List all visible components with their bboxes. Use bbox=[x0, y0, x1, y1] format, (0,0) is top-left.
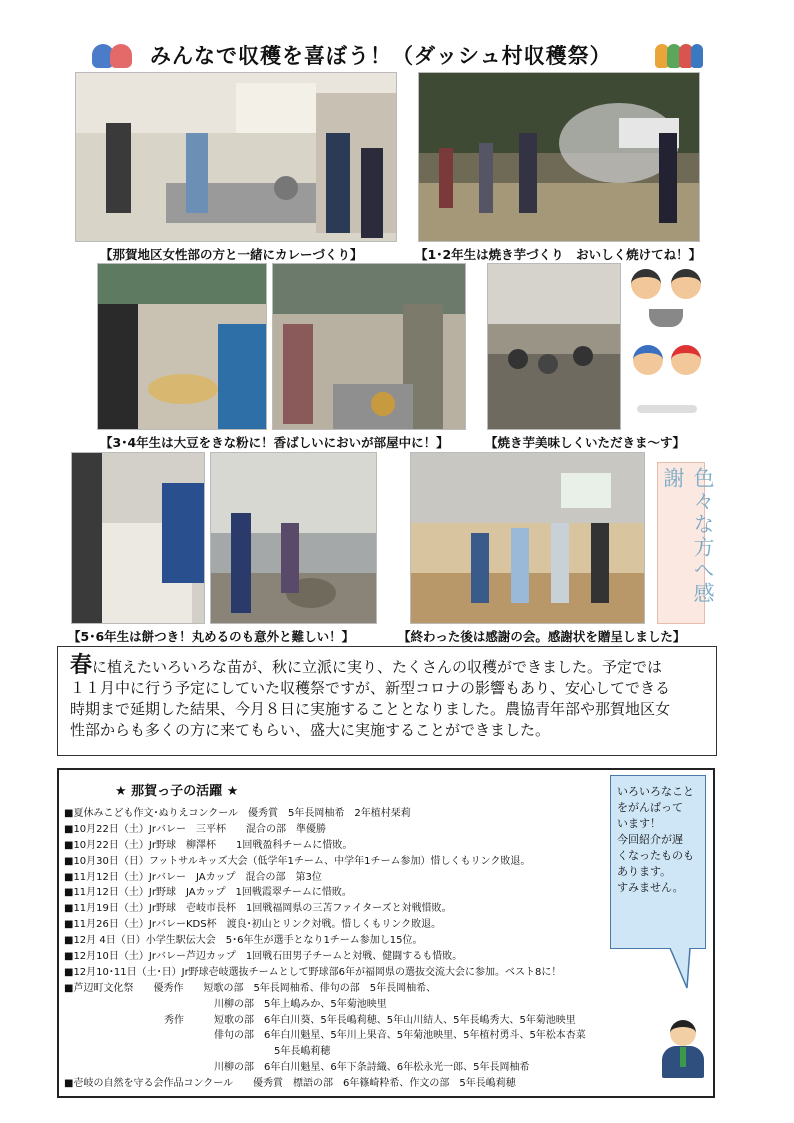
speech-bubble bbox=[610, 775, 706, 949]
caption-imo: 【1･2年生は焼き芋づくり おいしく焼けてね！】 bbox=[415, 247, 702, 262]
bowl-icon bbox=[649, 309, 683, 327]
intro-first-char: 春 bbox=[70, 653, 93, 678]
list-item: ■11月12日（土）Jr野球 JAカップ 1回戦霞翠チームに惜敗。 bbox=[64, 887, 352, 899]
intro-box bbox=[57, 646, 717, 756]
bubble-line: すみません。 bbox=[617, 881, 684, 894]
kid-eating-icon bbox=[671, 345, 701, 375]
caption-eat: 【焼き芋美味しくいただきま～す】 bbox=[485, 435, 686, 450]
list-item: ■11月19日（土）Jr野球 壱岐市長杯 1回戦福岡県の三苫ファイターズと対戦惜敗。 bbox=[64, 903, 452, 915]
title-kids-right-icon bbox=[655, 40, 703, 70]
photo-mochi-2 bbox=[210, 452, 377, 624]
list-item: 川柳の部 6年白川魁星、6年下条詩織、6年松永光一郎、5年長岡柚希 bbox=[64, 1062, 530, 1074]
plate-icon bbox=[637, 405, 697, 413]
banner-thanks-text: 色々な方へ感謝 bbox=[661, 467, 715, 605]
list-item: ■芦辺町文化祭 優秀作 短歌の部 5年長岡柚希、俳句の部 5年長岡柚希、 bbox=[64, 982, 437, 994]
intro-line: 春に植えたいろいろな苗が、秋に立派に実り、たくさんの収穫ができました。予定では bbox=[70, 653, 663, 678]
bubble-line: いろいろなこと bbox=[617, 785, 694, 798]
photo-thanks bbox=[410, 452, 645, 624]
caption-curry: 【那賀地区女性部の方と一緒にカレーづくり】 bbox=[100, 247, 363, 262]
list-item: ■12月10日（土）Jrバレー芦辺カップ 1回戦石田男子チームと対戦、健闘するも惜敗。 bbox=[64, 951, 463, 963]
head-icon bbox=[670, 1020, 696, 1046]
bubble-tail-icon bbox=[665, 948, 695, 990]
caption-soy: 【3･4年生は大豆をきな粉に！香ばしいにおいが部屋中に！】 bbox=[100, 435, 449, 450]
bubble-line: あります。 bbox=[617, 865, 672, 878]
kid-eating-icon bbox=[633, 345, 663, 375]
tie-icon bbox=[680, 1047, 686, 1067]
bubble-line: くなったものも bbox=[617, 849, 694, 862]
girl-icon bbox=[110, 44, 132, 68]
list-item: 俳句の部 6年白川魁星、5年川上果音、5年菊池映里、5年植村勇斗、5年松本杏菜 bbox=[64, 1030, 586, 1042]
activities-heading: ★ 那賀っ子の活躍 ★ bbox=[115, 784, 239, 799]
list-item: ■10月30日（日）フットサルキッズ大会（低学年1チーム、中学年1チーム参加）惜しくもリンク敗退。 bbox=[64, 855, 531, 867]
caption-thanks: 【終わった後は感謝の会。感謝状を贈呈しました】 bbox=[398, 629, 686, 644]
photo-mochi-1 bbox=[71, 452, 205, 624]
photo-eat bbox=[487, 263, 621, 430]
bubble-line: 今回紹介が遅 bbox=[617, 833, 683, 846]
list-item: ■12月 4日（日）小学生駅伝大会 5･6年生が選手となり1チーム参加し15位。 bbox=[64, 935, 423, 947]
kid-icon bbox=[691, 44, 703, 68]
intro-line: 時期まで延期した結果、今月８日に実施することとなりました。農協青年部や那賀地区女 bbox=[70, 700, 671, 718]
kid-eating-icon bbox=[671, 269, 701, 299]
intro-line: １１月中に行う予定にしていた収穫祭ですが、新型コロナの影響もあり、安心してできる bbox=[70, 679, 671, 697]
principal-icon bbox=[660, 1020, 706, 1080]
photo-soy-2 bbox=[272, 263, 466, 430]
illustration-eating-kids bbox=[627, 265, 707, 425]
activities-list bbox=[64, 806, 664, 1092]
kid-eating-icon bbox=[631, 269, 661, 299]
page-title: みんなで収穫を喜ぼう！（ダッシュ村収穫祭） bbox=[150, 44, 612, 68]
title-kids-left-icon bbox=[92, 42, 132, 70]
list-item: 川柳の部 5年上嶋みか、5年菊池映里 bbox=[64, 998, 387, 1010]
photo-yakiimo bbox=[418, 72, 700, 242]
photo-soy-1 bbox=[97, 263, 267, 430]
photo-curry bbox=[75, 72, 397, 242]
banner-thanks bbox=[657, 462, 715, 624]
list-item: ■10月22日（土）Jrバレー 三平杯 混合の部 準優勝 bbox=[64, 823, 326, 835]
bubble-line: をがんばって bbox=[617, 801, 683, 814]
list-item: ■12月10･11日（土･日）Jr野球壱岐選抜チームとして野球部6年が福岡県の選抜交流大会に参加。ベスト8に！ bbox=[64, 966, 562, 978]
list-item: ■夏休みこども作文･ぬりえコンクール 優秀賞 5年長岡柚希 2年植村栞莉 bbox=[64, 808, 411, 819]
list-item: 5年長嶋莉穂 bbox=[64, 1046, 331, 1058]
list-item: ■壱岐の自然を守る会作品コンクール 優秀賞 標語の部 6年篠崎粋希、作文の部 5年長嶋莉穂 bbox=[64, 1078, 516, 1090]
caption-mochi: 【5･6年生は餅つき！丸めるのも意外と難しい！】 bbox=[68, 629, 355, 644]
list-item: ■11月12日（土）Jrバレー JAカップ 混合の部 第3位 bbox=[64, 871, 322, 883]
bubble-line: います！ bbox=[617, 817, 661, 830]
intro-line: 性部からも多くの方に来てもらい、盛大に実施することができました。 bbox=[70, 721, 551, 739]
list-item: ■10月22日（土）Jr野球 柳澤杯 1回戦盈科チームに惜敗。 bbox=[64, 839, 353, 851]
list-item: 秀作 短歌の部 6年白川葵、5年長嶋莉穂、5年山川結人、5年長嶋秀大、5年菊池映里 bbox=[64, 1014, 576, 1026]
list-item: ■11月26日（土）JrバレーKDS杯 渡良･初山とリンク対戦。惜しくもリンク敗退。 bbox=[64, 919, 442, 931]
